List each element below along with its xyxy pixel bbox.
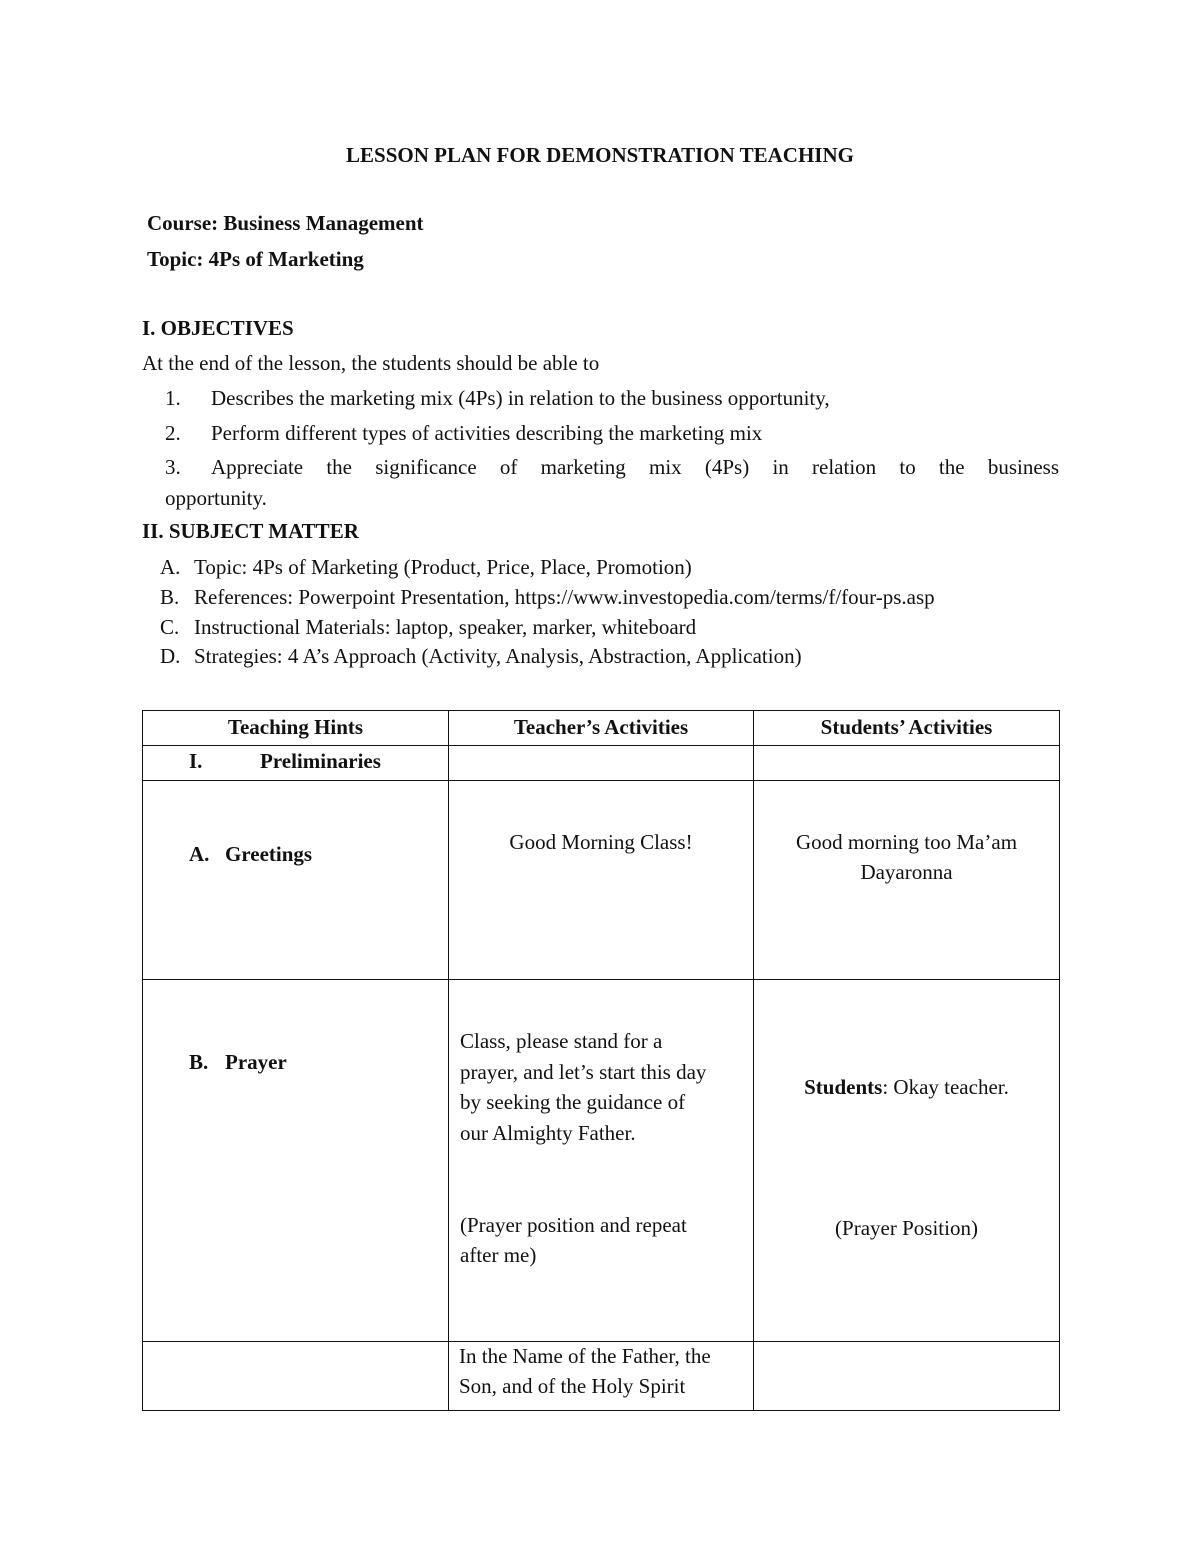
table-cell [143, 781, 449, 980]
course-line: Course: Business Management [147, 211, 424, 235]
prayer-student-text: : Okay teacher. [882, 1075, 1009, 1099]
objectives-heading: I. OBJECTIVES [142, 316, 294, 340]
header-student-activities: Students’ Activities [820, 715, 993, 739]
prayer-teacher-note-line: after me) [460, 1243, 537, 1267]
prayer-label: Prayer [225, 1050, 287, 1074]
table-header-row [143, 711, 1060, 746]
prayer-student-note: (Prayer Position) [835, 1216, 978, 1240]
objective-text: Perform different types of activities describing the marketing mix [211, 421, 763, 445]
subject-item-letter: B. [160, 585, 180, 609]
table-row-last [143, 1342, 1060, 1411]
prayer-teacher-line: by seeking the guidance of [460, 1090, 686, 1114]
table-row-prayer [143, 980, 1060, 1342]
header-cell [143, 711, 449, 746]
table-cell [449, 746, 754, 781]
greetings-teacher-text: Good Morning Class! [509, 830, 693, 854]
prayer-teacher-note-line: (Prayer position and repeat [460, 1213, 687, 1237]
objective-text: Describes the marketing mix (4Ps) in relation to the business opportunity, [211, 386, 830, 410]
prayer-teacher-line: prayer, and let’s start this day [460, 1060, 707, 1084]
objective-number: 2. [165, 421, 181, 445]
subject-item-text: Instructional Materials: laptop, speaker, marker, whiteboard [194, 615, 697, 639]
subject-item-text: Strategies: 4 A’s Approach (Activity, Analysis, Abstraction, Application) [194, 644, 802, 668]
sign-of-cross-line: Son, and of the Holy Spirit [459, 1374, 686, 1398]
subject-item-text: References: Powerpoint Presentation, https://www.investopedia.com/terms/f/four-ps.asp [194, 585, 935, 609]
header-teaching-hints: Teaching Hints [227, 715, 364, 739]
page-title: LESSON PLAN FOR DEMONSTRATION TEACHING [346, 143, 854, 167]
objective-text: Appreciate the significance of marketing mix (4Ps) in relation to the business [211, 455, 1059, 479]
greetings-label: Greetings [225, 842, 313, 866]
header-cell [449, 711, 754, 746]
table-row-preliminaries [143, 746, 1060, 781]
header-cell [754, 711, 1060, 746]
table-cell [754, 1342, 1060, 1411]
subject-matter-heading: II. SUBJECT MATTER [142, 519, 359, 543]
table-cell [449, 980, 754, 1342]
greetings-student-line: Dayaronna [860, 860, 953, 884]
objective-number: 1. [165, 386, 181, 410]
table-cell [143, 746, 449, 781]
preliminaries-label: Preliminaries [260, 749, 381, 773]
prayer-teacher-line: our Almighty Father. [460, 1121, 636, 1145]
greetings-letter: A. [189, 842, 210, 866]
subject-item-letter: D. [160, 644, 181, 668]
subject-item-letter: A. [160, 555, 181, 579]
table-cell [754, 746, 1060, 781]
prayer-letter: B. [189, 1050, 209, 1074]
prayer-student-label: Students [804, 1075, 883, 1099]
greetings-student-line: Good morning too Ma’am [795, 830, 1018, 854]
sign-of-cross-line: In the Name of the Father, the [459, 1344, 711, 1368]
table-cell [754, 980, 1060, 1342]
table-cell [143, 1342, 449, 1411]
prayer-teacher-line: Class, please stand for a [460, 1029, 663, 1053]
table-cell [449, 1342, 754, 1411]
table-cell [449, 781, 754, 980]
subject-item-letter: C. [160, 615, 180, 639]
objective-number: 3. [165, 455, 181, 479]
lesson-table [142, 710, 1060, 1411]
subject-item-text: Topic: 4Ps of Marketing (Product, Price, Place, Promotion) [194, 555, 692, 579]
topic-line: Topic: 4Ps of Marketing [147, 247, 364, 271]
objective-continuation: opportunity. [165, 486, 267, 510]
preliminaries-number: I. [189, 749, 203, 773]
prayer-student-response [754, 1075, 1059, 1100]
table-cell [754, 781, 1060, 980]
table-row-greetings [143, 781, 1060, 980]
objectives-intro: At the end of the lesson, the students should be able to [142, 351, 600, 375]
header-teacher-activities: Teacher’s Activities [513, 715, 689, 739]
table-cell [143, 980, 449, 1342]
